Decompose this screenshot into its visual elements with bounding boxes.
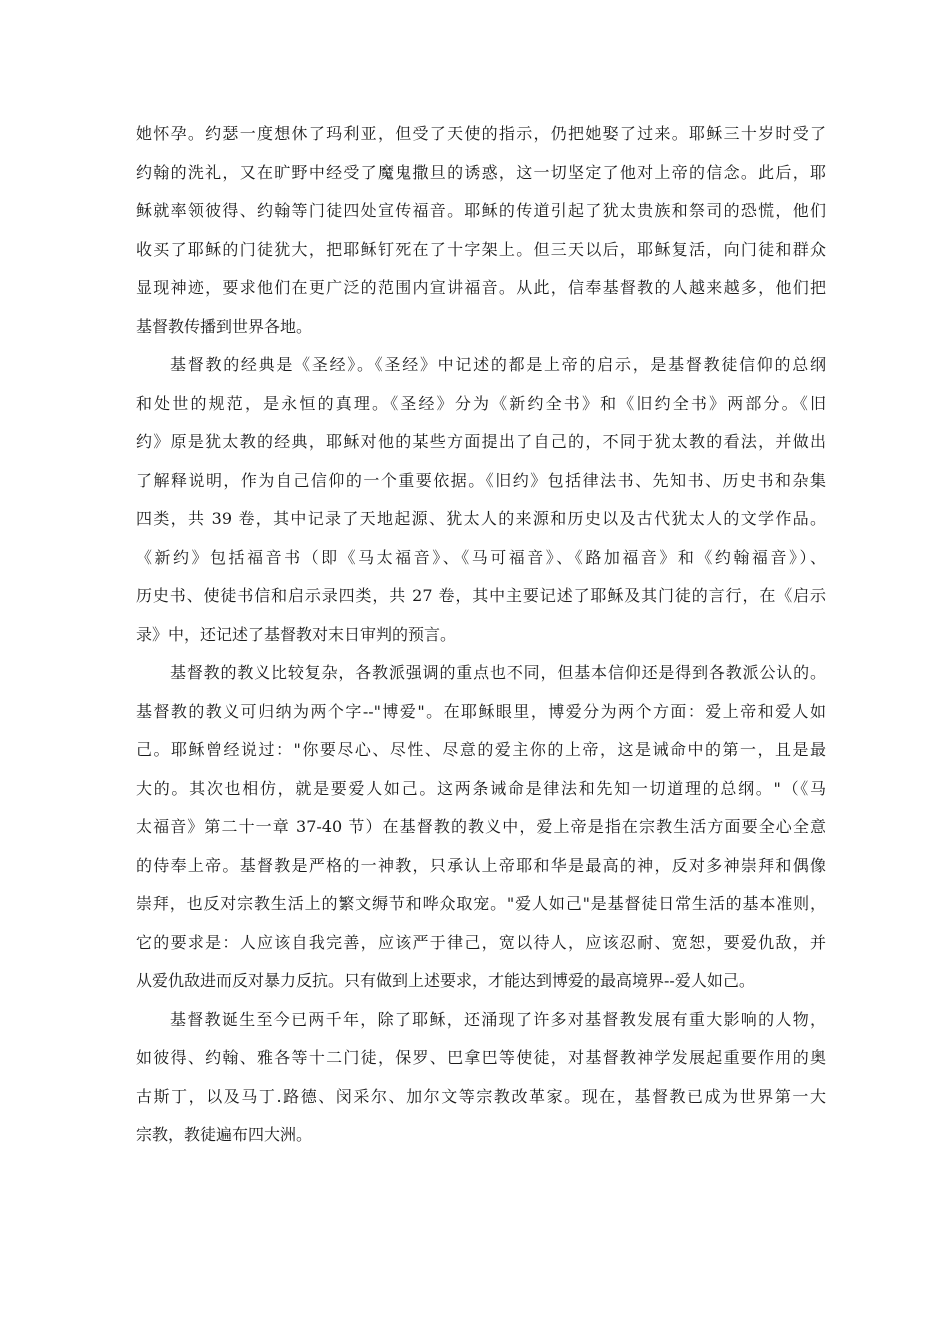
text-line: 约翰的洗礼，又在旷野中经受了魔鬼撒旦的诱惑，这一切坚定了他对上帝的信念。此后，耶 [136, 162, 826, 182]
text-line: 基督教诞生至今已两千年，除了耶稣，还涌现了许多对基督教发展有重大影响的人物， [170, 1009, 826, 1029]
text-line: 历史书、使徒书信和启示录四类，共 27 卷，其中主要记述了耶稣及其门徒的言行，在《启示 [136, 586, 826, 605]
text-line: 基督教的教义可归纳为两个字--"博爱"。在耶稣眼里，博爱分为两个方面：爱上帝和爱人如 [136, 701, 826, 721]
text-line: 基督教传播到世界各地。 [136, 316, 313, 336]
paragraph [136, 1001, 826, 1155]
text-line: 如彼得、约翰、雅各等十二门徒，保罗、巴拿巴等使徒，对基督教神学发展起重要作用的奥 [136, 1048, 826, 1067]
text-line: 崇拜，也反对宗教生活上的繁文缛节和哗众取宠。"爱人如己"是基督徒日常生活的基本准则， [136, 894, 826, 913]
text-line: 她怀孕。约瑟一度想休了玛利亚，但受了天使的指示，仍把她娶了过来。耶稣三十岁时受了 [136, 124, 826, 143]
text-line: 《新约》包括福音书（即《马太福音》、《马可福音》、《路加福音》和《约翰福音》）、 [136, 547, 826, 567]
text-line: 稣就率领彼得、约翰等门徒四处宣传福音。耶稣的传道引起了犹太贵族和祭司的恐慌，他们 [136, 201, 826, 220]
text-line: 四类，共 39 卷，其中记录了天地起源、犹太人的来源和历史以及古代犹太人的文学作品。 [136, 509, 826, 528]
paragraph [136, 115, 826, 346]
text-line: 显现神迹，要求他们在更广泛的范围内宣讲福音。从此，信奉基督教的人越来越多，他们把 [136, 278, 826, 297]
text-line: 的侍奉上帝。基督教是严格的一神教，只承认上帝耶和华是最高的神，反对多神崇拜和偶像 [136, 855, 826, 875]
text-line: 录》中，还记述了基督教对末日审判的预言。 [136, 624, 457, 644]
text-line: 从爱仇敌进而反对暴力反抗。只有做到上述要求，才能达到博爱的最高境界--爱人如己。 [136, 971, 755, 990]
text-line: 基督教的教义比较复杂，各教派强调的重点也不同，但基本信仰还是得到各教派公认的。 [170, 663, 826, 682]
text-line: 和处世的规范，是永恒的真理。《圣经》分为《新约全书》和《旧约全书》两部分。《旧 [136, 393, 826, 413]
document-body [136, 115, 826, 1155]
text-line: 基督教的经典是《圣经》。《圣经》中记述的都是上帝的启示，是基督教徒信仰的总纲 [170, 355, 826, 374]
paragraph [136, 654, 826, 1001]
text-line: 太福音》第二十一章 37-40 节）在基督教的教义中，爱上帝是指在宗教生活方面要全心全意 [136, 817, 826, 836]
text-line: 收买了耶稣的门徒犹大，把耶稣钉死在了十字架上。但三天以后，耶稣复活，向门徒和群众 [136, 239, 826, 259]
text-line: 了解释说明，作为自己信仰的一个重要依据。《旧约》包括律法书、先知书、历史书和杂集 [136, 470, 826, 490]
text-line: 它的要求是：人应该自我完善，应该严于律己，宽以待人，应该忍耐、宽恕，要爱仇敌，并 [136, 932, 826, 952]
text-line: 古斯丁，以及马丁.路德、闵采尔、加尔文等宗教改革家。现在，基督教已成为世界第一大 [136, 1086, 826, 1106]
paragraph [136, 346, 826, 654]
text-line: 大的。其次也相仿，就是要爱人如己。这两条诫命是律法和先知一切道理的总纲。"（《马 [136, 778, 826, 798]
text-line: 约》原是犹太教的经典，耶稣对他的某些方面提出了自己的，不同于犹太教的看法，并做出 [136, 432, 826, 451]
text-line: 宗教，教徒遍布四大洲。 [136, 1125, 313, 1144]
text-line: 己。耶稣曾经说过："你要尽心、尽性、尽意的爱主你的上帝，这是诫命中的第一，且是最 [136, 740, 826, 759]
